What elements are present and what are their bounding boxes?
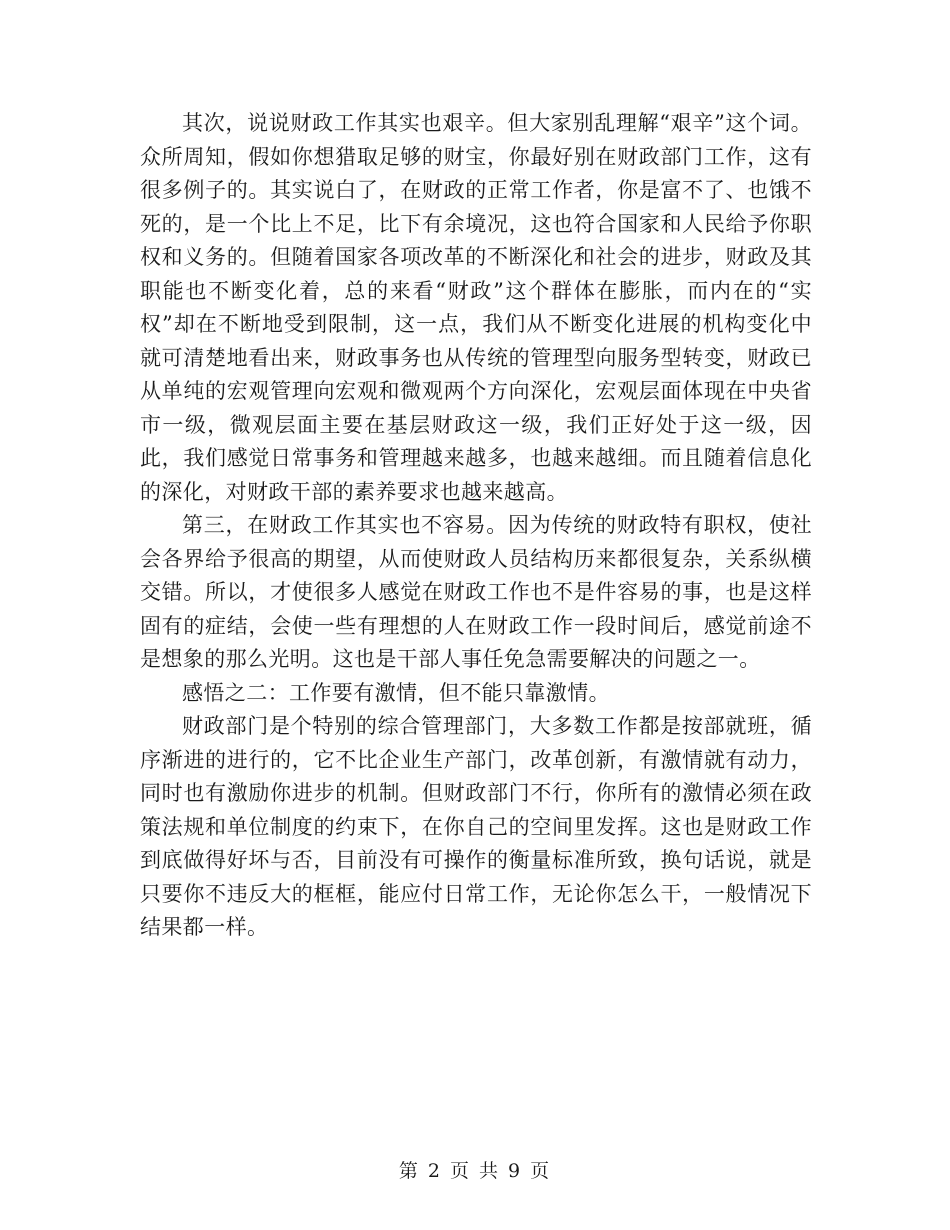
page-number-footer: 第 2 页 共 9 页 [398,1160,552,1182]
paragraph-insight-heading: 感悟之二：工作要有激情，但不能只靠激情。 [182,680,610,705]
document-body [140,107,812,945]
paragraph-not-easy: 第三，在财政工作其实也不容易。因为传统的财政特有职权，使社会各界给予很高的期望，从而使财政人员结构历来都很复杂，关系纵横交错。所以，才使很多人感觉在财政工作也不是件容易的事，也是这样固有的症结，会使一些有理想的人在财政工作一段时间后，感觉前途不是想象的那么光明。这也是干部人事任免急需要解决的问题之一。 [140,513,812,671]
paragraph-passion: 财政部门是个特别的综合管理部门，大多数工作都是按部就班，循序渐进的进行的，它不比企业生产部门，改革创新，有激情就有动力，同时也有激励你进步的机制。但财政部门不行，你所有的激情必须在政策法规和单位制度的约束下，在你自己的空间里发挥。这也是财政工作到底做得好坏与否，目前没有可操作的衡量标准所致，换句话说，就是只要你不违反大的框框，能应付日常工作，无论你怎么干，一般情况下结果都一样。 [140,714,812,939]
paragraph-hardship: 其次，说说财政工作其实也艰辛。但大家别乱理解“艰辛”这个词。众所周知，假如你想猎取足够的财宝，你最好别在财政部门工作，这有很多例子的。其实说白了，在财政的正常工作者，你是富不了、也饿不死的，是一个比上不足，比下有余境况，这也符合国家和人民给予你职权和义务的。但随着国家各项改革的不断深化和社会的进步，财政及其职能也不断变化着，总的来看“财政”这个群体在膨胀，而内在的“实权”却在不断地受到限制，这一点，我们从不断变化进展的机构变化中就可清楚地看出来，财政事务也从传统的管理型向服务型转变，财政已从单纯的宏观管理向宏观和微观两个方向深化，宏观层面体现在中央省市一级，微观层面主要在基层财政这一级，我们正好处于这一级，因此，我们感觉日常事务和管理越来越多，也越来越细。而且随着信息化的深化，对财政干部的素养要求也越来越高。 [140,111,812,504]
